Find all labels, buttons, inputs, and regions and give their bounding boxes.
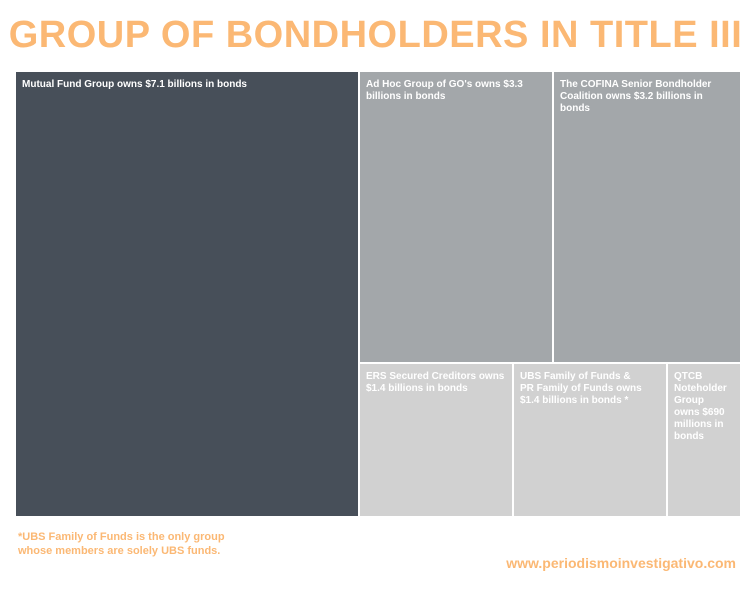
tile-mutual-fund-group (15, 71, 359, 517)
tile-ad-hoc-group (359, 71, 553, 363)
tile-label: ERS Secured Creditors owns $1.4 billions in bonds (366, 371, 505, 394)
tile-ubs-pr-funds (513, 363, 667, 517)
tile-label: The COFINA Senior Bondholder Coalition owns $3.2 billions in bonds (560, 79, 712, 114)
tile-cofina-coalition (553, 71, 741, 363)
treemap (15, 71, 741, 517)
source-link[interactable]: www.periodismoinvestigativo.com (506, 555, 736, 571)
footnote: *UBS Family of Funds is the only group whose members are solely UBS funds. (18, 531, 225, 557)
tile-label: Mutual Fund Group owns $7.1 billions in bonds (22, 79, 247, 90)
tile-label: Ad Hoc Group of GO's owns $3.3 billions in bonds (366, 79, 523, 102)
chart-title: GROUP OF BONDHOLDERS IN TITLE III (8, 14, 743, 56)
tile-label: UBS Family of Funds & PR Family of Funds owns $1.4 billions in bonds * (520, 371, 642, 406)
tile-qtcb-noteholder (667, 363, 741, 517)
tile-label: QTCB Noteholder Group owns $690 millions in bonds (674, 371, 727, 442)
tile-ers-secured-creditors (359, 363, 513, 517)
